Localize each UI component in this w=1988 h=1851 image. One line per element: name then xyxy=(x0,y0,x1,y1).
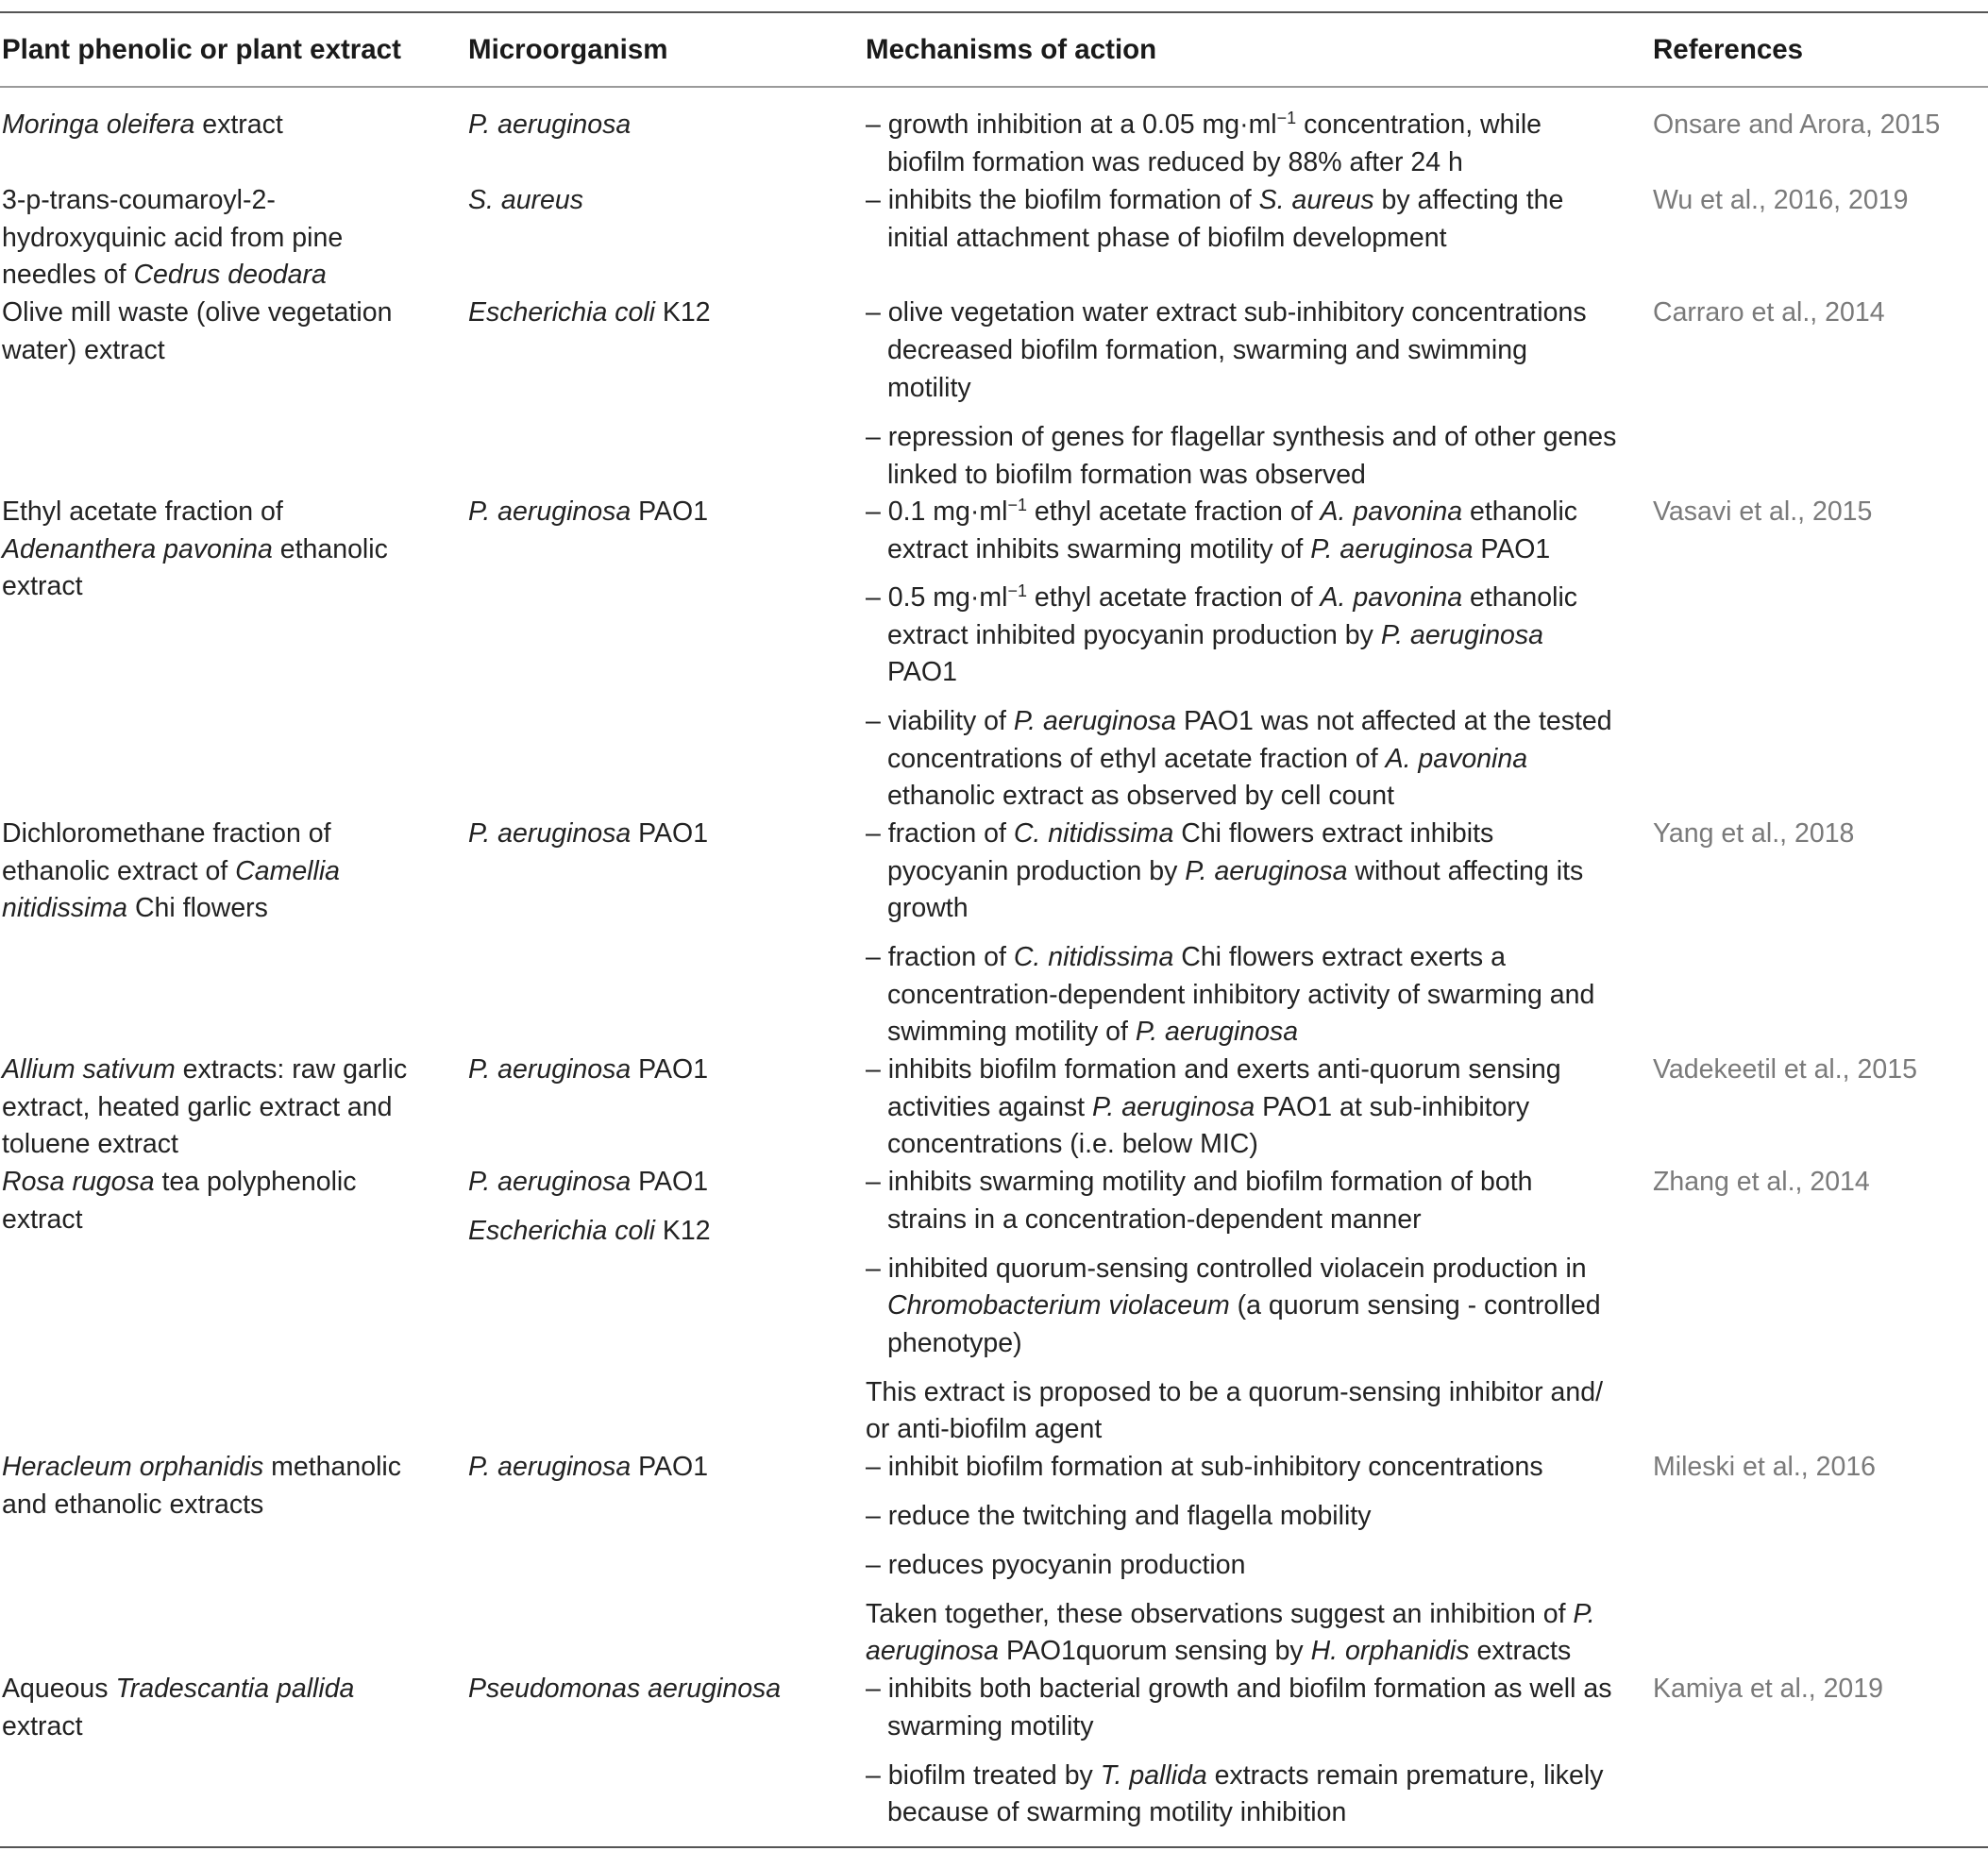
mechanism-line: swimming motility of P. aeruginosa xyxy=(887,1017,1299,1047)
mechanism-line: – reduces pyocyanin production xyxy=(866,1550,1246,1580)
plant-cell-line: toluene extract xyxy=(2,1129,178,1159)
mechanism-line: swarming motility xyxy=(887,1711,1094,1742)
mechanism-line: activities against P. aeruginosa PAO1 at sub-inhibitory xyxy=(887,1092,1530,1122)
header-microorganism: Microorganism xyxy=(468,34,668,65)
plant-cell-line: extract, heated garlic extract and xyxy=(2,1092,393,1122)
mechanism-line: pyocyanin production by P. aeruginosa without affecting its xyxy=(887,856,1584,886)
plant-cell-line: nitidissima Chi flowers xyxy=(2,893,268,923)
mechanism-line: extract inhibits swarming motility of P. aeruginosa PAO1 xyxy=(887,534,1551,564)
mechanism-line: – inhibited quorum-sensing controlled violacein production in xyxy=(866,1254,1587,1284)
mechanism-line: – biofilm treated by T. pallida extracts remain premature, likely xyxy=(866,1760,1604,1791)
mechanism-line: – growth inhibition at a 0.05 $mg\cdot ml^{-1}$ concentration, while xyxy=(866,109,1542,140)
plant-cell-line: Adenanthera pavonina ethanolic xyxy=(2,534,388,564)
mechanism-line: – inhibits biofilm formation and exerts anti-quorum sensing xyxy=(866,1054,1561,1085)
organism-cell: S. aureus xyxy=(468,185,583,215)
reference-cell: Carraro et al., 2014 xyxy=(1653,297,1885,328)
mechanism-line: – fraction of C. nitidissima Chi flowers extract inhibits xyxy=(866,818,1494,849)
plant-cell-line: extract xyxy=(2,1204,83,1235)
reference-cell: Mileski et al., 2016 xyxy=(1653,1452,1877,1482)
mechanism-line: – inhibits the biofilm formation of S. aureus by affecting the xyxy=(866,185,1564,215)
mechanism-line: motility xyxy=(887,373,971,403)
plant-cell-line: Aqueous Tradescantia pallida xyxy=(2,1674,355,1704)
mechanism-line: aeruginosa PAO1quorum sensing by H. orphanidis extracts xyxy=(866,1636,1572,1666)
mechanism-line: growth xyxy=(887,893,969,923)
header-mechanisms: Mechanisms of action xyxy=(866,34,1157,65)
mechanism-line: linked to biofilm formation was observed xyxy=(887,460,1366,490)
mechanism-line: – inhibits both bacterial growth and biofilm formation as well as xyxy=(866,1674,1612,1704)
mechanism-line: – olive vegetation water extract sub-inhibitory concentrations xyxy=(866,297,1587,328)
plant-cell-line: extract xyxy=(2,571,83,601)
reference-cell: Kamiya et al., 2019 xyxy=(1653,1674,1883,1704)
reference-cell: Vasavi et al., 2015 xyxy=(1653,496,1873,527)
mechanism-line: This extract is proposed to be a quorum-sensing inhibitor and/ xyxy=(866,1377,1604,1407)
plant-cell-line: Olive mill waste (olive vegetation xyxy=(2,297,393,328)
mechanism-line: – reduce the twitching and flagella mobility xyxy=(866,1501,1372,1531)
organism-cell: Escherichia coli K12 xyxy=(468,297,711,328)
plant-cell-line: Heracleum orphanidis methanolic xyxy=(2,1452,401,1482)
header-references: References xyxy=(1653,34,1804,65)
organism-cell: Pseudomonas aeruginosa xyxy=(468,1674,782,1704)
plant-cell-line: extract xyxy=(2,1711,83,1742)
plant-cell-line: ethanolic extract of Camellia xyxy=(2,856,341,886)
plant-cell-line: needles of Cedrus deodara xyxy=(2,260,327,290)
organism-cell: Escherichia coli K12 xyxy=(468,1216,711,1246)
mechanism-line: – fraction of C. nitidissima Chi flowers extract exerts a xyxy=(866,942,1506,972)
header-rule xyxy=(0,86,1988,88)
mechanism-line: – inhibits swarming motility and biofilm formation of both xyxy=(866,1167,1533,1197)
organism-cell: P. aeruginosa PAO1 xyxy=(468,1452,709,1482)
mechanism-line: ethanolic extract as observed by cell count xyxy=(887,781,1395,811)
mechanism-line: because of swarming motility inhibition xyxy=(887,1797,1347,1827)
mechanism-line: – 0.1 $mg\cdot ml^{-1}$ ethyl acetate fraction of A. pavonina ethanolic xyxy=(866,496,1578,527)
reference-cell: Yang et al., 2018 xyxy=(1653,818,1855,849)
mechanism-line: extract inhibited pyocyanin production by P. aeruginosa xyxy=(887,620,1544,650)
reference-cell: Vadekeetil et al., 2015 xyxy=(1653,1054,1917,1085)
plant-cell-line: Rosa rugosa tea polyphenolic xyxy=(2,1167,357,1197)
table-top-rule xyxy=(0,11,1988,13)
mechanism-line: concentrations of ethyl acetate fraction of A. pavonina xyxy=(887,744,1528,774)
mechanism-line: Chromobacterium violaceum (a quorum sensing - controlled xyxy=(887,1290,1601,1321)
mechanism-line: strains in a concentration-dependent manner xyxy=(887,1204,1422,1235)
plant-cell: Moringa oleifera extract xyxy=(2,109,283,140)
reference-cell: Wu et al., 2016, 2019 xyxy=(1653,185,1909,215)
organism-cell: P. aeruginosa xyxy=(468,109,632,140)
mechanism-line: PAO1 xyxy=(887,657,957,687)
mechanism-line: Taken together, these observations suggest an inhibition of P. xyxy=(866,1599,1595,1629)
organism-cell: P. aeruginosa PAO1 xyxy=(468,1054,709,1085)
table-bottom-rule xyxy=(0,1846,1988,1848)
mechanism-line: concentration-dependent inhibitory activity of swarming and xyxy=(887,980,1595,1010)
mechanism-line: – inhibit biofilm formation at sub-inhibitory concentrations xyxy=(866,1452,1543,1482)
header-plant: Plant phenolic or plant extract xyxy=(2,34,401,65)
mechanism-line: – 0.5 $mg\cdot ml^{-1}$ ethyl acetate fraction of A. pavonina ethanolic xyxy=(866,581,1578,613)
organism-cell: P. aeruginosa PAO1 xyxy=(468,496,709,527)
plant-cell-line: 3-p-trans-coumaroyl-2- xyxy=(2,185,276,215)
plant-cell-line: water) extract xyxy=(2,335,165,365)
mechanism-line: biofilm formation was reduced by 88% after 24 h xyxy=(887,147,1463,177)
plant-cell-line: hydroxyquinic acid from pine xyxy=(2,223,344,253)
plant-cell-line: Dichloromethane fraction of xyxy=(2,818,331,849)
mechanism-line: phenotype) xyxy=(887,1328,1022,1358)
mechanism-line: decreased biofilm formation, swarming and swimming xyxy=(887,335,1527,365)
plant-cell-line: and ethanolic extracts xyxy=(2,1489,264,1520)
organism-cell: P. aeruginosa PAO1 xyxy=(468,818,709,849)
mechanism-line: – viability of P. aeruginosa PAO1 was not affected at the tested xyxy=(866,706,1612,736)
plant-cell-line: Ethyl acetate fraction of xyxy=(2,496,283,527)
mechanism-line: or anti-biofilm agent xyxy=(866,1414,1103,1444)
mechanism-line: – repression of genes for flagellar synthesis and of other genes xyxy=(866,422,1617,452)
organism-cell: P. aeruginosa PAO1 xyxy=(468,1167,709,1197)
mechanism-line: concentrations (i.e. below MIC) xyxy=(887,1129,1258,1159)
reference-cell: Zhang et al., 2014 xyxy=(1653,1167,1870,1197)
mechanism-line: initial attachment phase of biofilm development xyxy=(887,223,1447,253)
plant-cell-line: Allium sativum extracts: raw garlic xyxy=(2,1054,408,1085)
reference-cell: Onsare and Arora, 2015 xyxy=(1653,109,1941,140)
